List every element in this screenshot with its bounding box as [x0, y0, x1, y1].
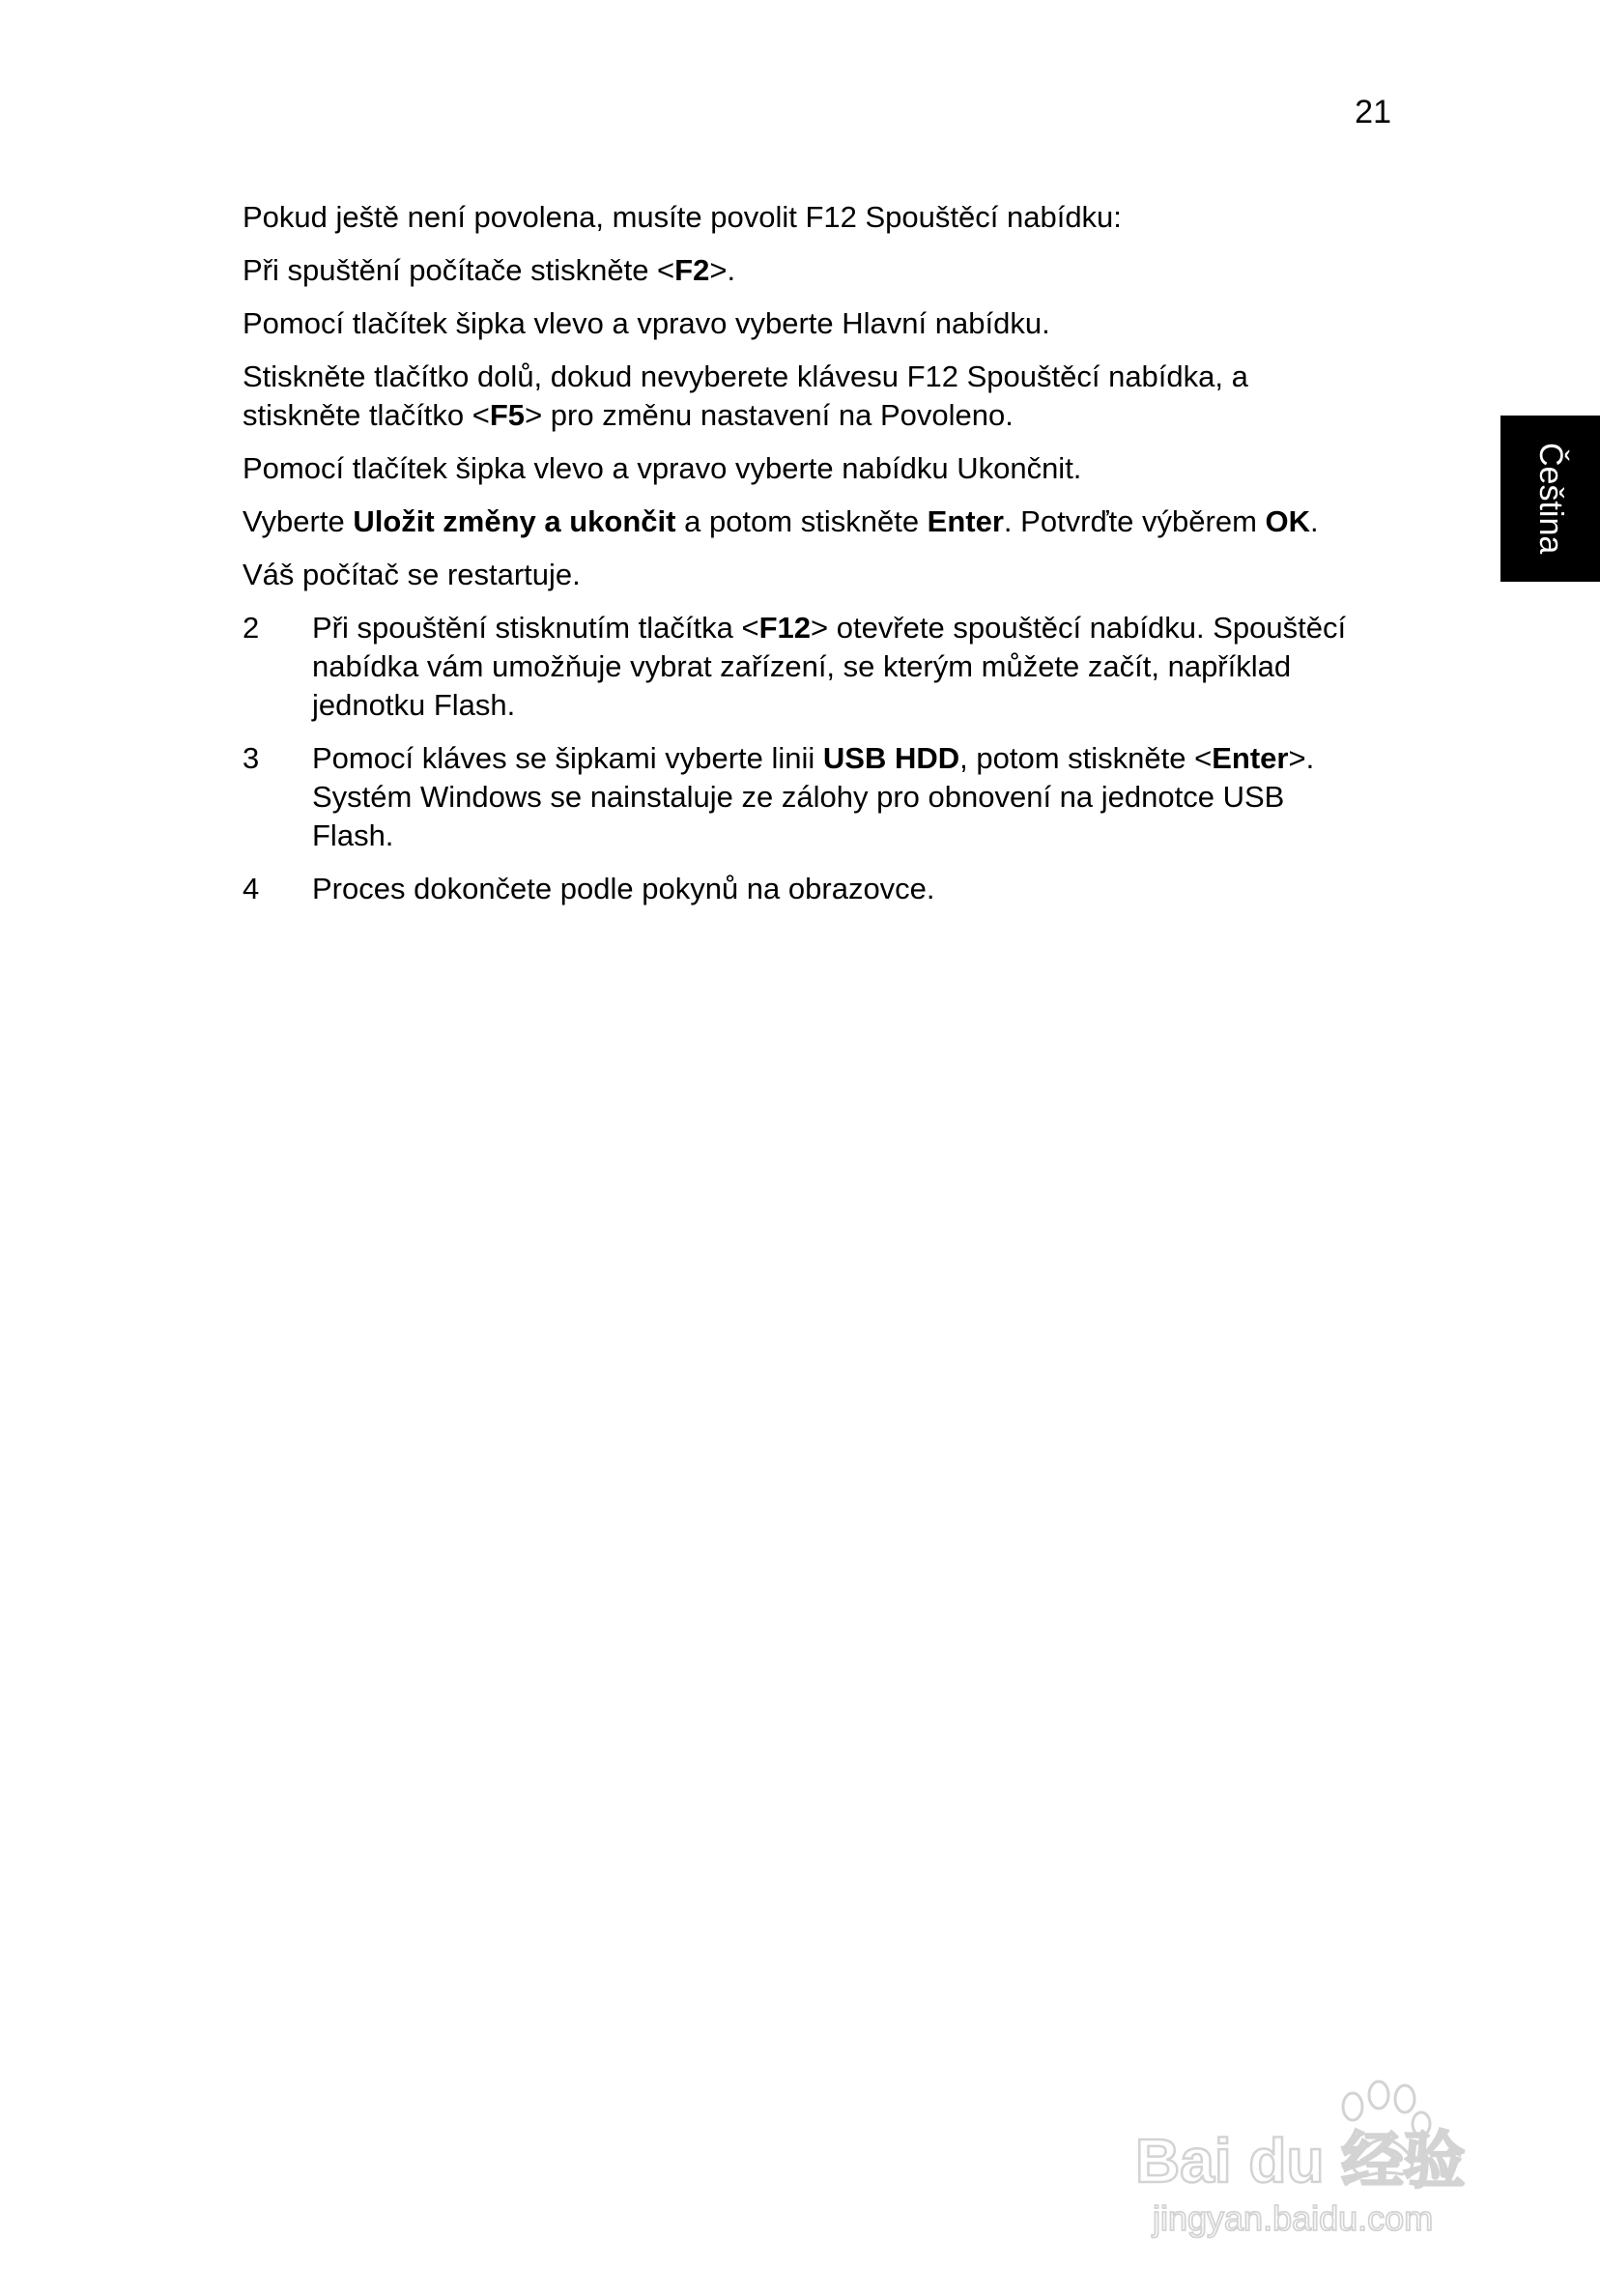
step-line: [312, 778, 1402, 817]
paragraph: [243, 358, 1402, 435]
step-item: [243, 739, 1402, 855]
paragraph: [243, 304, 1402, 343]
step-number: 4: [243, 872, 260, 905]
text-run: Systém Windows se nainstaluje ze zálohy pro obnovení na jednotce USB: [312, 780, 1285, 814]
text-run: Flash.: [312, 818, 394, 852]
text-run: Váš počítač se restartuje.: [243, 558, 581, 591]
language-tab-label: Čeština: [1532, 443, 1569, 555]
paragraph: [243, 198, 1402, 237]
text-run: > otevřete spouštěcí nabídku. Spouštěcí: [811, 611, 1347, 645]
text-run: >.: [709, 253, 736, 287]
watermark-url: jingyan.baidu.com: [1153, 2198, 1434, 2238]
text-run: a potom stiskněte: [675, 504, 928, 538]
intro-paragraphs: [243, 198, 1402, 594]
text-run: . Potvrďte výběrem: [1003, 504, 1266, 538]
text-run: Pokud ještě není povolena, musíte povolit F12 Spouštěcí nabídku:: [243, 200, 1122, 234]
paragraph: [243, 502, 1402, 541]
step-line: [312, 609, 1402, 647]
baidu-jingyan-watermark: [1126, 2049, 1512, 2242]
text-run: Pomocí tlačítek šipka vlevo a vpravo vyberte nabídku Ukončnit.: [243, 451, 1082, 485]
text-run: , potom stiskněte <: [959, 741, 1213, 775]
text-run: > pro změnu nastavení na Povoleno.: [525, 398, 1014, 432]
bold-term: OK: [1265, 504, 1311, 538]
bold-term: Enter: [1212, 741, 1289, 775]
watermark-brand: Bai du 经验: [1135, 2126, 1466, 2196]
bold-term: F5: [489, 398, 526, 432]
bold-term: USB HDD: [822, 741, 960, 775]
text-run: Vyberte: [243, 504, 354, 538]
bold-term: Enter: [927, 504, 1004, 538]
bold-term: F2: [674, 253, 710, 287]
paragraph: [243, 251, 1402, 290]
text-run: Při spouštění stisknutím tlačítka <: [312, 611, 759, 645]
step-item: [243, 609, 1402, 725]
step-text: [312, 609, 1402, 725]
paragraph: [243, 556, 1402, 594]
text-run: >.: [1288, 741, 1315, 775]
text-run: Při spuštění počítače stiskněte <: [243, 253, 675, 287]
text-run: Proces dokončete podle pokynů na obrazovce.: [312, 872, 935, 905]
document-body: [243, 198, 1402, 923]
bold-term: Uložit změny a ukončit: [353, 504, 676, 538]
step-line: [312, 739, 1402, 778]
text-run: Stiskněte tlačítko dolů, dokud nevyberete klávesu F12 Spouštěcí nabídka, a: [243, 359, 1248, 393]
step-item: [243, 870, 1402, 908]
bold-term: F12: [758, 611, 812, 645]
paragraph: [243, 449, 1402, 488]
step-line: [312, 647, 1402, 686]
text-run: jednotku Flash.: [312, 688, 516, 722]
numbered-steps: [243, 609, 1402, 908]
step-number: 2: [243, 611, 260, 645]
language-tab: [1500, 416, 1600, 582]
text-run: .: [1310, 504, 1319, 538]
text-run: Pomocí kláves se šipkami vyberte linii: [312, 741, 823, 775]
step-line: [312, 817, 1402, 855]
step-line: [312, 870, 1402, 908]
text-run: stiskněte tlačítko <: [243, 398, 490, 432]
text-run: nabídka vám umožňuje vybrat zařízení, se kterým můžete začít, například: [312, 649, 1292, 683]
step-text: [312, 739, 1402, 855]
step-line: [312, 686, 1402, 725]
text-run: Pomocí tlačítek šipka vlevo a vpravo vyberte Hlavní nabídku.: [243, 306, 1050, 340]
step-number: 3: [243, 741, 260, 775]
page-number: 21: [1355, 94, 1391, 130]
step-text: [312, 870, 1402, 908]
